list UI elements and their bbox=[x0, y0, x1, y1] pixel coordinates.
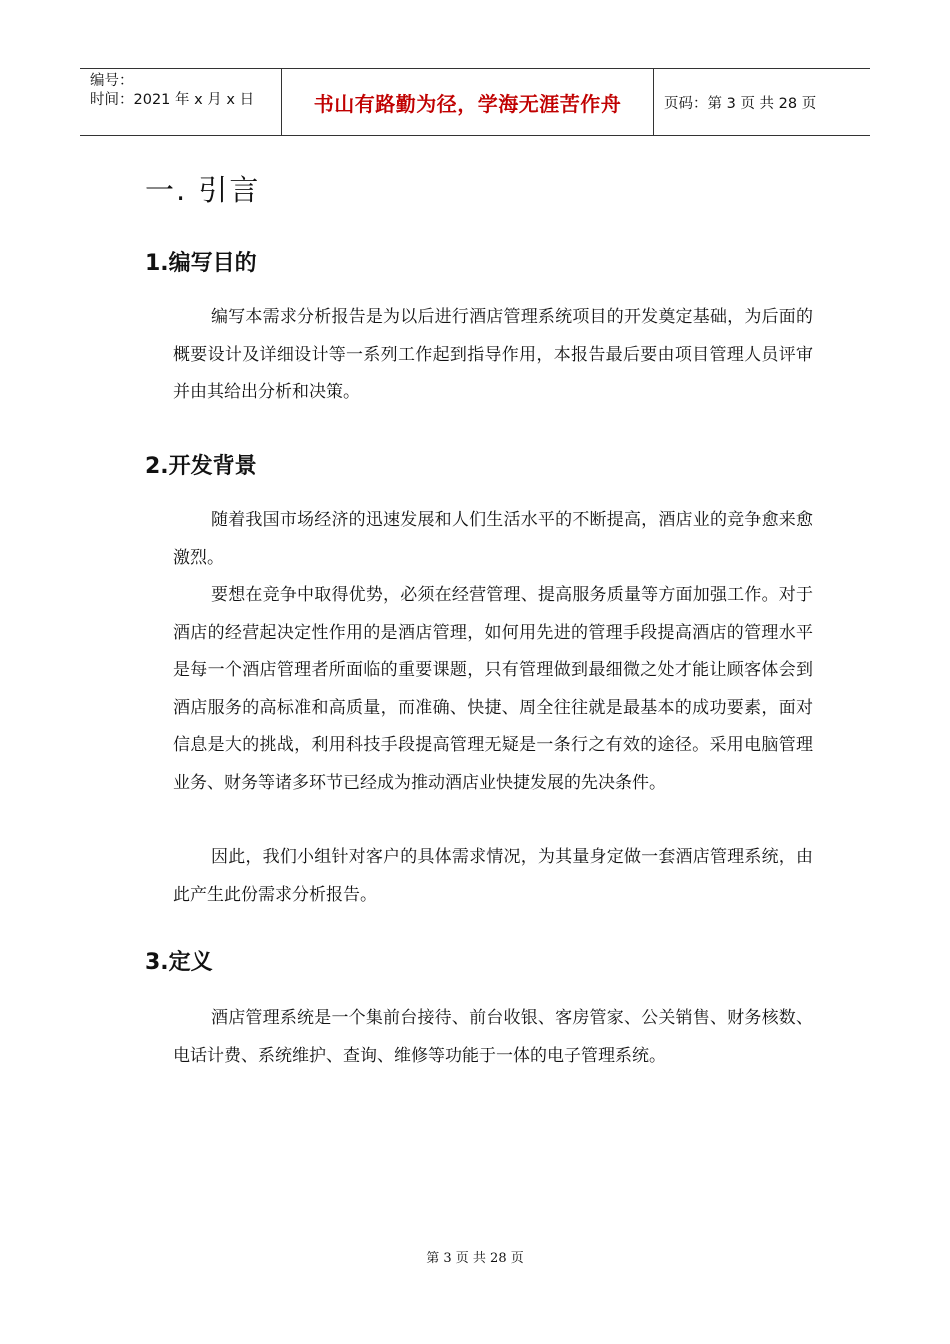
header-page-info: 页码：第 3 页 共 28 页 bbox=[664, 95, 817, 112]
section-paragraph: 随着我国市场经济的迅速发展和人们生活水平的不断提高，酒店业的竞争愈来愈激烈。 bbox=[173, 510, 813, 568]
section-heading-background: 2.开发背景 bbox=[145, 454, 257, 479]
chapter-title: 一. 引言 bbox=[145, 173, 261, 207]
document-number-label: 编号： bbox=[90, 73, 134, 89]
page-footer: 第 3 页 共 28 页 bbox=[426, 1251, 524, 1266]
section-paragraph: 酒店管理系统是一个集前台接待、前台收银、客房管家、公关销售、财务核数、电话计费、系统维护、查询、维修等功能于一体的电子管理系统。 bbox=[173, 1008, 813, 1066]
section-paragraph: 编写本需求分析报告是为以后进行酒店管理系统项目的开发奠定基础，为后面的概要设计及详细设计等一系列工作起到指导作用，本报告最后要由项目管理人员评审并由其给出分析和决策。 bbox=[173, 307, 813, 402]
document-date: 时间：2021 年 x 月 x 日 bbox=[90, 92, 255, 108]
section-heading-purpose: 1.编写目的 bbox=[145, 251, 257, 276]
section-paragraph: 要想在竞争中取得优势，必须在经营管理、提高服务质量等方面加强工作。对于酒店的经营起决定性作用的是酒店管理，如何用先进的管理手段提高酒店的管理水平是每一个酒店管理者所面临的重要课题，只有管理做到最细微之处才能让顾客体会到酒店服务的高标准和高质量，而准确、快捷、周全往往就是最基本的成功要素，面对信息是大的挑战，利用科技手段提高管理无疑是一条行之有效的途径。采用电脑管理业务、财务等诸多环节已经成为推动酒店业快捷发展的先决条件。 bbox=[173, 585, 813, 793]
section-heading-definition: 3.定义 bbox=[145, 950, 213, 975]
header-motto: 书山有路勤为径，学海无涯苦作舟 bbox=[281, 69, 654, 135]
header-meta bbox=[80, 69, 281, 135]
section-paragraph: 因此，我们小组针对客户的具体需求情况，为其量身定做一套酒店管理系统，由此产生此份需求分析报告。 bbox=[173, 847, 813, 905]
page-header bbox=[80, 68, 870, 136]
